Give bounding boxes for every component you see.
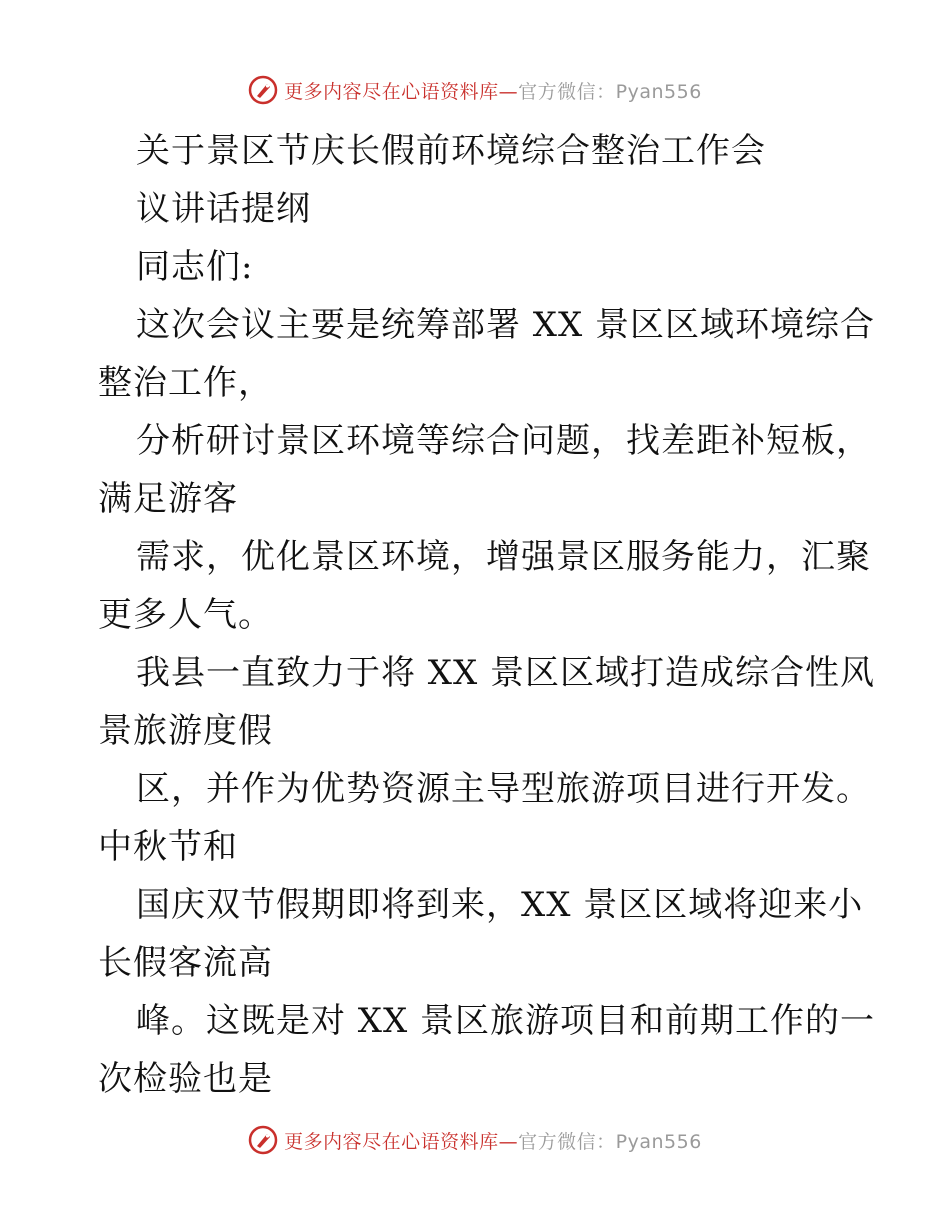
banner-site-text: 更多内容尽在心语资料库— — [284, 1130, 519, 1153]
paragraph-line: 峰。这既是对 XX 景区旅游项目和前期工作的一 — [136, 1001, 876, 1041]
paragraph-line: 景旅游度假 — [98, 711, 273, 751]
paragraph-line: 更多人气。 — [98, 595, 273, 635]
paragraph-line: 区，并作为优势资源主导型旅游项目进行开发。 — [136, 769, 871, 809]
banner-site-text: 更多内容尽在心语资料库— — [284, 80, 519, 103]
paragraph-line: 满足游客 — [98, 479, 238, 519]
header-banner — [0, 70, 950, 110]
paragraph-line: 分析研讨景区环境等综合问题，找差距补短板， — [136, 421, 871, 461]
banner-text — [284, 1127, 702, 1154]
pen-nib-logo-icon — [248, 1125, 278, 1155]
paragraph-line: 次检验也是 — [98, 1059, 273, 1099]
paragraph-line: 长假客流高 — [98, 943, 273, 983]
pen-nib-logo-icon — [248, 75, 278, 105]
paragraph-line: 需求，优化景区环境，增强景区服务能力，汇聚 — [136, 537, 871, 577]
paragraph-line: 中秋节和 — [98, 827, 238, 867]
document-body — [98, 122, 876, 1108]
title-line-1: 关于景区节庆长假前环境综合整治工作会 — [136, 131, 766, 171]
paragraph-line: 整治工作， — [98, 363, 273, 403]
paragraph-line: 国庆双节假期即将到来，XX 景区区域将迎来小 — [136, 885, 864, 925]
paragraph-line: 这次会议主要是统筹部署 XX 景区区域环境综合 — [136, 305, 876, 345]
footer-banner — [0, 1120, 950, 1160]
title-line-2: 议讲话提纲 — [136, 189, 311, 229]
banner-text — [284, 77, 702, 104]
banner-wechat-text: 官方微信：Pyan556 — [518, 1130, 702, 1153]
salutation: 同志们: — [136, 247, 254, 287]
banner-wechat-text: 官方微信：Pyan556 — [518, 80, 702, 103]
paragraph-line: 我县一直致力于将 XX 景区区域打造成综合性风 — [136, 653, 876, 693]
